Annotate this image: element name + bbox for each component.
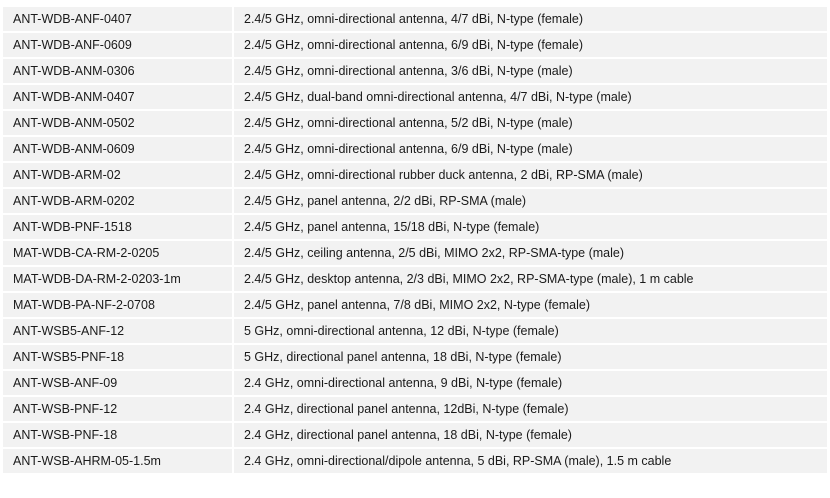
product-code-cell: ANT-WDB-ARM-02 bbox=[3, 163, 232, 189]
product-description-cell: 5 GHz, directional panel antenna, 18 dBi, N-type (female) bbox=[232, 345, 827, 371]
product-description-cell: 2.4/5 GHz, panel antenna, 15/18 dBi, N-type (female) bbox=[232, 215, 827, 241]
product-description-cell: 2.4 GHz, omni-directional antenna, 9 dBi, N-type (female) bbox=[232, 371, 827, 397]
product-code-cell: ANT-WDB-ANM-0502 bbox=[3, 111, 232, 137]
product-description-cell: 2.4/5 GHz, ceiling antenna, 2/5 dBi, MIMO 2x2, RP-SMA-type (male) bbox=[232, 241, 827, 267]
product-code-cell: ANT-WDB-ANM-0407 bbox=[3, 85, 232, 111]
product-code-cell: ANT-WDB-ANF-0407 bbox=[3, 7, 232, 33]
product-description-cell: 5 GHz, omni-directional antenna, 12 dBi, N-type (female) bbox=[232, 319, 827, 345]
product-code-cell: ANT-WSB-PNF-12 bbox=[3, 397, 232, 423]
table-row bbox=[3, 33, 827, 59]
product-description-cell: 2.4/5 GHz, omni-directional antenna, 6/9 dBi, N-type (female) bbox=[232, 33, 827, 59]
product-description-cell: 2.4/5 GHz, omni-directional rubber duck antenna, 2 dBi, RP-SMA (male) bbox=[232, 163, 827, 189]
product-code-cell: ANT-WSB-ANF-09 bbox=[3, 371, 232, 397]
product-description-cell: 2.4/5 GHz, omni-directional antenna, 6/9 dBi, N-type (male) bbox=[232, 137, 827, 163]
product-code-cell: ANT-WDB-ARM-0202 bbox=[3, 189, 232, 215]
product-code-cell: ANT-WSB-PNF-18 bbox=[3, 423, 232, 449]
table-row bbox=[3, 371, 827, 397]
product-description-cell: 2.4/5 GHz, panel antenna, 2/2 dBi, RP-SMA (male) bbox=[232, 189, 827, 215]
table-row bbox=[3, 345, 827, 371]
table-row bbox=[3, 449, 827, 475]
product-code-cell: ANT-WDB-ANM-0609 bbox=[3, 137, 232, 163]
product-description-cell: 2.4/5 GHz, desktop antenna, 2/3 dBi, MIMO 2x2, RP-SMA-type (male), 1 m cable bbox=[232, 267, 827, 293]
product-code-cell: ANT-WDB-ANM-0306 bbox=[3, 59, 232, 85]
product-code-cell: MAT-WDB-CA-RM-2-0205 bbox=[3, 241, 232, 267]
product-description-cell: 2.4/5 GHz, omni-directional antenna, 4/7 dBi, N-type (female) bbox=[232, 7, 827, 33]
table-row bbox=[3, 319, 827, 345]
table-row bbox=[3, 267, 827, 293]
table-row bbox=[3, 215, 827, 241]
product-code-cell: MAT-WDB-DA-RM-2-0203-1m bbox=[3, 267, 232, 293]
product-code-cell: ANT-WSB5-PNF-18 bbox=[3, 345, 232, 371]
product-description-cell: 2.4/5 GHz, dual-band omni-directional antenna, 4/7 dBi, N-type (male) bbox=[232, 85, 827, 111]
product-code-cell: MAT-WDB-PA-NF-2-0708 bbox=[3, 293, 232, 319]
table-row bbox=[3, 59, 827, 85]
table-row bbox=[3, 111, 827, 137]
table-row bbox=[3, 163, 827, 189]
table-row bbox=[3, 7, 827, 33]
product-description-cell: 2.4/5 GHz, omni-directional antenna, 3/6 dBi, N-type (male) bbox=[232, 59, 827, 85]
table-row bbox=[3, 241, 827, 267]
product-code-cell: ANT-WDB-PNF-1518 bbox=[3, 215, 232, 241]
product-code-cell: ANT-WSB-AHRM-05-1.5m bbox=[3, 449, 232, 475]
table-row bbox=[3, 423, 827, 449]
antenna-product-table bbox=[3, 7, 827, 475]
table-row bbox=[3, 189, 827, 215]
product-code-cell: ANT-WSB5-ANF-12 bbox=[3, 319, 232, 345]
product-description-cell: 2.4/5 GHz, omni-directional antenna, 5/2 dBi, N-type (male) bbox=[232, 111, 827, 137]
table-row bbox=[3, 293, 827, 319]
table-row bbox=[3, 85, 827, 111]
product-description-cell: 2.4 GHz, omni-directional/dipole antenna, 5 dBi, RP-SMA (male), 1.5 m cable bbox=[232, 449, 827, 475]
table-row bbox=[3, 397, 827, 423]
table-row bbox=[3, 137, 827, 163]
product-description-cell: 2.4/5 GHz, panel antenna, 7/8 dBi, MIMO 2x2, N-type (female) bbox=[232, 293, 827, 319]
product-description-cell: 2.4 GHz, directional panel antenna, 12dBi, N-type (female) bbox=[232, 397, 827, 423]
product-code-cell: ANT-WDB-ANF-0609 bbox=[3, 33, 232, 59]
product-description-cell: 2.4 GHz, directional panel antenna, 18 dBi, N-type (female) bbox=[232, 423, 827, 449]
